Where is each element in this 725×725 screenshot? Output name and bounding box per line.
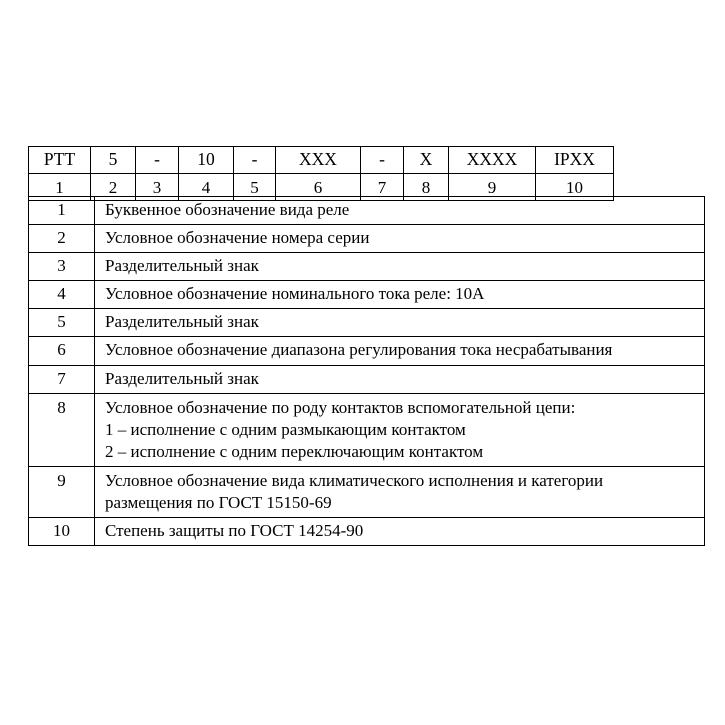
code-index-5: 5 (234, 174, 276, 201)
legend-line: 2 – исполнение с одним переключающим контактом (105, 441, 484, 461)
code-index-9: 9 (449, 174, 536, 201)
code-index-2: 2 (91, 174, 136, 201)
legend-description (95, 309, 705, 337)
code-segments-row (29, 147, 614, 174)
legend-number: 4 (29, 281, 95, 309)
legend-line: Условное обозначение номинального тока реле: 10А (105, 284, 485, 304)
legend-line: размещения по ГОСТ 15150-69 (105, 493, 332, 513)
legend-line: Буквенное обозначение вида реле (105, 200, 350, 219)
code-breakdown-table (28, 146, 614, 201)
code-segment-2: 5 (91, 147, 136, 174)
code-segment-10: IPXX (536, 147, 614, 174)
code-segment-3: - (136, 147, 179, 174)
code-segment-7: - (361, 147, 404, 174)
code-index-6: 6 (276, 174, 361, 201)
legend-number: 6 (29, 337, 95, 365)
legend-line: Условное обозначение диапазона регулирования тока несрабатывания (105, 340, 613, 360)
legend-description (95, 253, 705, 281)
code-segment-6: XXX (276, 147, 361, 174)
legend-number: 5 (29, 309, 95, 337)
legend-line: 1 – исполнение с одним размыкающим контактом (105, 419, 466, 439)
legend-line: Условное обозначение вида климатического исполнения и категории (105, 470, 604, 490)
table-row (29, 253, 705, 281)
legend-description (95, 365, 705, 393)
table-row (29, 225, 705, 253)
table-row (29, 393, 705, 466)
legend-number: 10 (29, 518, 95, 546)
legend-description (95, 225, 705, 253)
legend-description (95, 281, 705, 309)
legend-number: 8 (29, 393, 95, 466)
table-row (29, 281, 705, 309)
legend-number: 9 (29, 466, 95, 517)
legend-number: 1 (29, 197, 95, 225)
table-row (29, 197, 705, 225)
legend-number: 7 (29, 365, 95, 393)
table-row (29, 337, 705, 365)
code-segment-5: - (234, 147, 276, 174)
legend-line: Степень защиты по ГОСТ 14254-90 (105, 521, 364, 541)
legend-description (95, 393, 705, 466)
legend-number: 3 (29, 253, 95, 281)
code-segment-1: РТТ (29, 147, 91, 174)
table-row (29, 466, 705, 517)
code-index-3: 3 (136, 174, 179, 201)
legend-line: Разделительный знак (105, 256, 259, 276)
code-segment-4: 10 (179, 147, 234, 174)
legend-table (28, 196, 705, 546)
legend-description (95, 466, 705, 517)
table-row (29, 365, 705, 393)
legend-line: Условное обозначение номера серии (105, 228, 370, 248)
code-index-4: 4 (179, 174, 234, 201)
legend-description (95, 197, 705, 225)
code-index-7: 7 (361, 174, 404, 201)
legend-line: Разделительный знак (105, 368, 259, 388)
legend-line: Разделительный знак (105, 312, 259, 332)
code-segment-9: XXXX (449, 147, 536, 174)
legend-description (95, 337, 705, 365)
table-row (29, 518, 705, 546)
code-index-8: 8 (404, 174, 449, 201)
legend-line: Условное обозначение по роду контактов вспомогательной цепи: (105, 397, 576, 417)
legend-number: 2 (29, 225, 95, 253)
table-row (29, 309, 705, 337)
code-index-10: 10 (536, 174, 614, 201)
code-index-1: 1 (29, 174, 91, 201)
code-segment-8: X (404, 147, 449, 174)
legend-description (95, 518, 705, 546)
